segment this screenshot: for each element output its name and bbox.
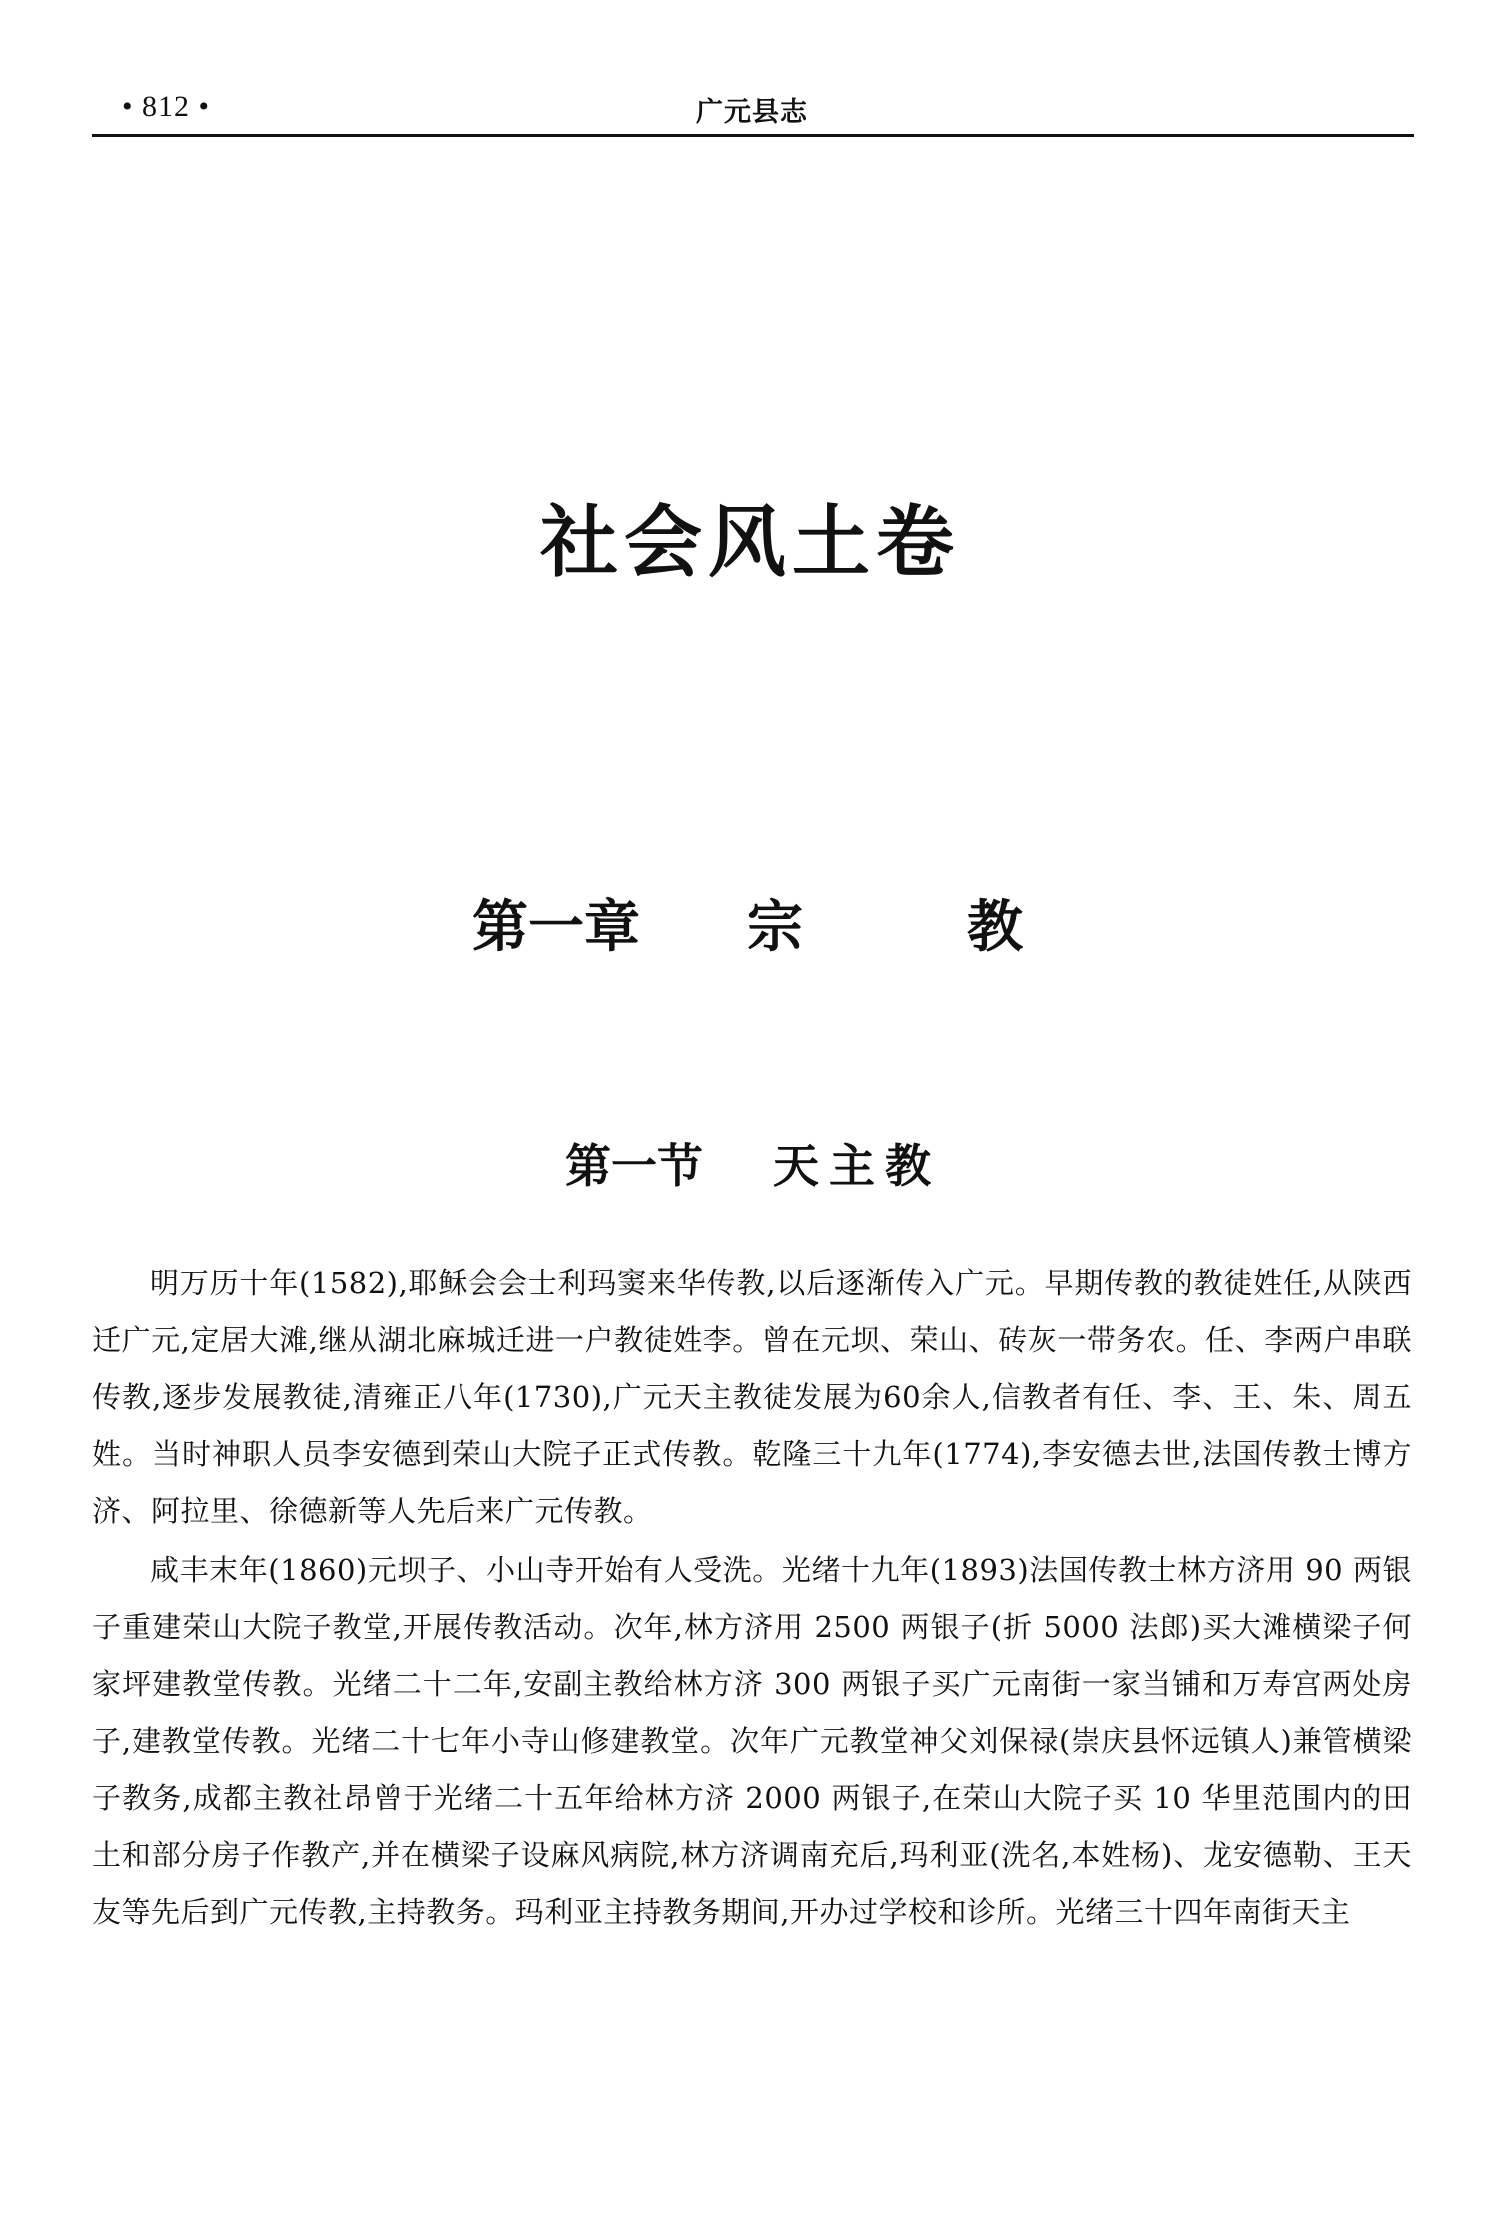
page-header <box>92 84 1412 134</box>
header-rule <box>92 134 1414 137</box>
paragraph: 明万历十年(1582),耶稣会会士利玛窦来华传教,以后逐渐传入广元。早期传教的教徒姓任,从陕西迁广元,定居大滩,继从湖北麻城迁进一户教徒姓李。曾在元坝、荣山、砖灰一带务农。任、李两户串联传教,逐步发展教徒,清雍正八年(1730),广元天主教徒发展为60余人,信教者有任、李、王、朱、周五姓。当时神职人员李安德到荣山大院子正式传教。乾隆三十九年(1774),李安德去世,法国传教士博方济、阿拉里、徐德新等人先后来广元传教。 <box>92 1266 1412 1528</box>
running-title: 广元县志 <box>696 97 808 128</box>
volume-title: 社会风土卷 <box>539 497 960 588</box>
chapter-title-part2: 教 <box>967 894 1023 960</box>
chapter-number: 第一章 <box>472 894 640 960</box>
section-title: 天主教 <box>773 1139 941 1193</box>
page-number: • 812 • <box>122 90 211 123</box>
body-text <box>92 1255 1412 1941</box>
chapter-title-part1: 宗 <box>747 894 803 960</box>
section-number: 第一节 <box>565 1139 703 1193</box>
paragraph: 咸丰末年(1860)元坝子、小山寺开始有人受洗。光绪十九年(1893)法国传教士林方济用 90 两银子重建荣山大院子教堂,开展传教活动。次年,林方济用 2500 两银子(折 5000 法郎)买大滩横梁子何家坪建教堂传教。光绪二十二年,安副主教给林方济 300 两银子买广元南街一家当铺和万寿宫两处房子,建教堂传教。光绪二十七年小寺山修建教堂。次年广元教堂神父刘保禄(崇庆县怀远镇人)兼管横梁子教务,成都主教社昂曾于光绪二十五年给林方济 2000 两银子,在荣山大院子买 10 华里范围内的田土和部分房子作教产,并在横梁子设麻风病院,林方济调南充后,玛利亚(洗名,本姓杨)、龙安德勒、王天友等先后到广元传教,主持教务。玛利亚主持教务期间,开办过学校和诊所。光绪三十四年南街天主 <box>92 1553 1412 1929</box>
